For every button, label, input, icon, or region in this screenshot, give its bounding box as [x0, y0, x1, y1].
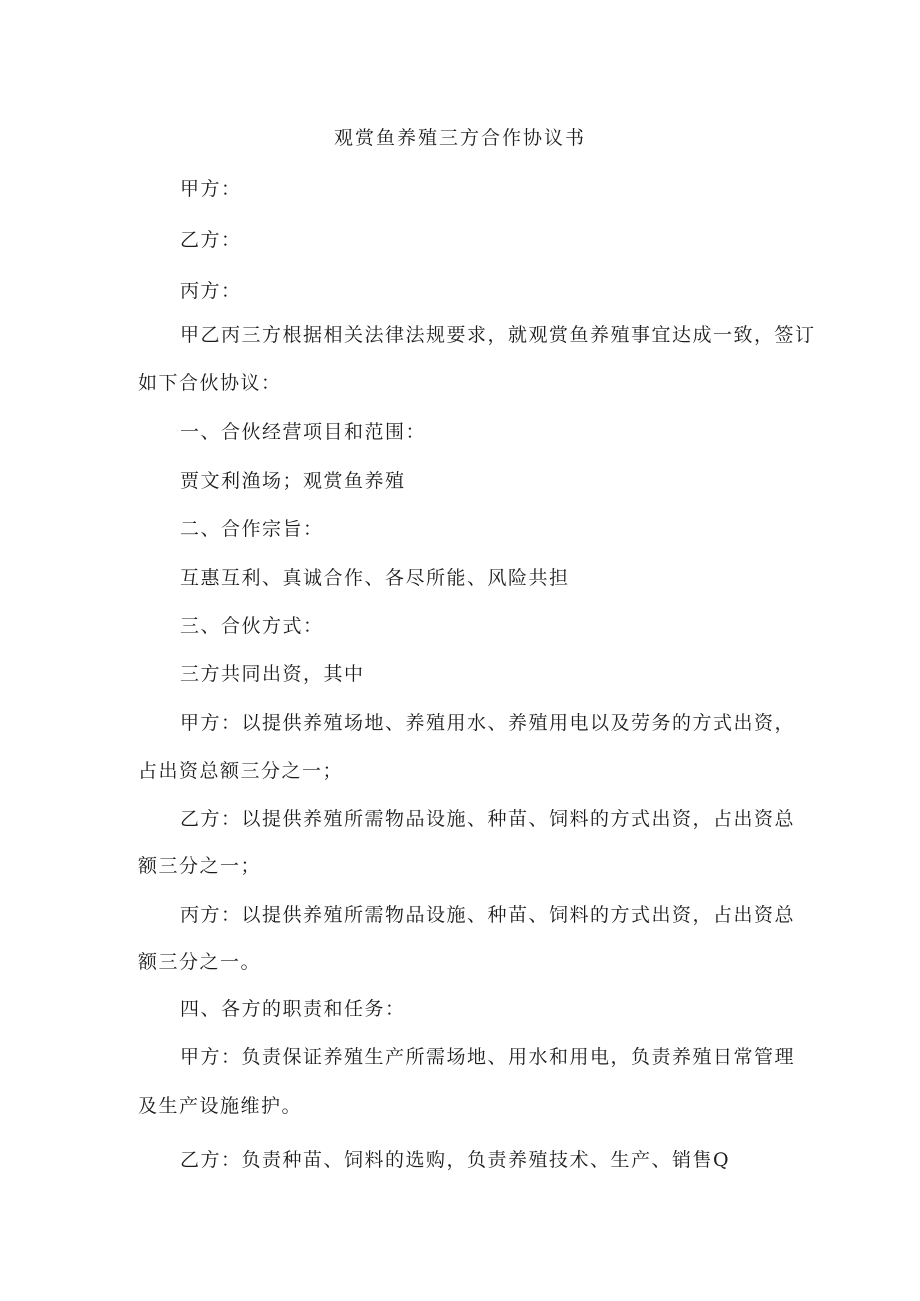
document-title: 观赏鱼养殖三方合作协议书	[333, 127, 586, 149]
section3-heading: 三、合伙方式：	[180, 615, 324, 637]
section4-party-a-line-2: 及生产设施维护。	[138, 1095, 303, 1117]
section3-party-c-line-1: 丙方：以提供养殖所需物品设施、种苗、饲料的方式出资，占出资总	[180, 904, 796, 926]
party-b-line: 乙方：	[180, 229, 242, 251]
section4-heading: 四、各方的职责和任务：	[180, 998, 406, 1020]
section3-party-a-line-2: 占出资总额三分之一；	[138, 760, 344, 782]
section4-party-b-line-1: 乙方：负责种苗、饲料的选购，负责养殖技术、生产、销售Q	[180, 1149, 731, 1171]
section3-party-b-line-2: 额三分之一；	[138, 855, 262, 877]
section2-body: 互惠互利、真诚合作、各尽所能、风险共担	[180, 567, 570, 589]
party-c-line: 丙方：	[180, 280, 242, 302]
intro-line-2: 如下合伙协议：	[138, 372, 282, 394]
section3-body: 三方共同出资，其中	[180, 663, 365, 685]
section3-party-a-line-1: 甲方：以提供养殖场地、养殖用水、养殖用电以及劳务的方式出资，	[180, 712, 796, 734]
party-a-line: 甲方：	[180, 178, 242, 200]
section1-body: 贾文利渔场；观赏鱼养殖	[180, 470, 406, 492]
section3-party-c-line-2: 额三分之一。	[138, 951, 262, 973]
section4-party-a-line-1: 甲方：负责保证养殖生产所需场地、用水和用电，负责养殖日常管理	[180, 1046, 796, 1068]
section1-heading: 一、合伙经营项目和范围：	[180, 421, 427, 443]
intro-line-1: 甲乙丙三方根据相关法律法规要求，就观赏鱼养殖事宜达成一致，签订	[180, 324, 816, 346]
section2-heading: 二、合作宗旨：	[180, 518, 324, 540]
section3-party-b-line-1: 乙方：以提供养殖所需物品设施、种苗、饲料的方式出资，占出资总	[180, 808, 796, 830]
